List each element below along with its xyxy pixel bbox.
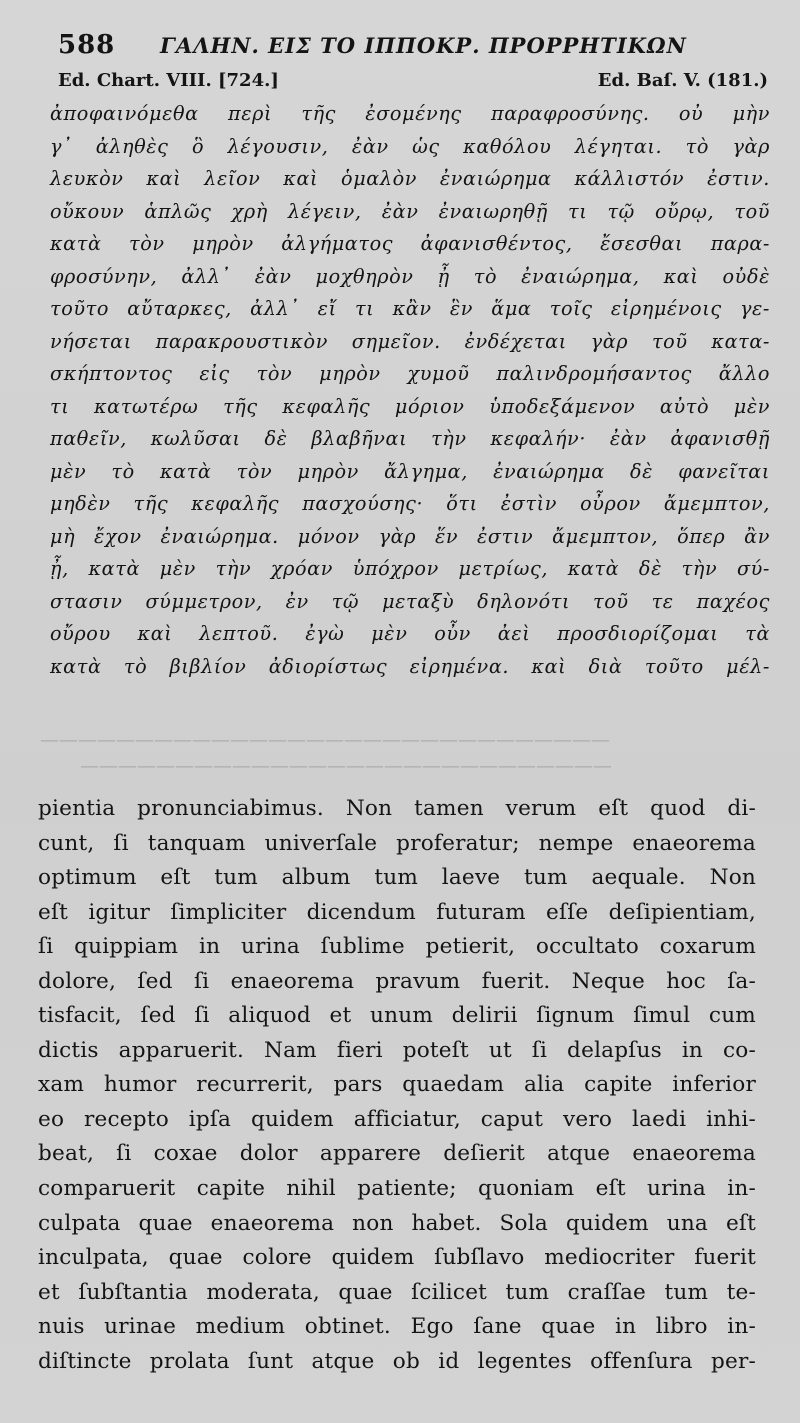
greek-line: οὔρου καὶ λεπτοῦ. ἐγὼ μὲν οὖν ἀεὶ προσδιορίζομαι τὰ <box>50 622 770 645</box>
greek-line: φροσύνην, ἀλλ᾽ ἐὰν μοχθηρὸν ᾖ τὸ ἐναιώρημα, καὶ οὐδὲ <box>50 264 770 288</box>
latin-line: tisfacit, ſed ſi aliquod et unum delirii ſignum ſimul cum <box>38 1003 756 1029</box>
latin-line: diſtincte prolata ſunt atque ob id legentes offenſura per- <box>38 1348 756 1374</box>
page-header <box>50 30 765 64</box>
greek-line: μὲν τὸ κατὰ τὸν μηρὸν ἄλγημα, ἐναιώρημα δὲ φανεῖται <box>50 459 770 483</box>
edition-chartier: Ed. Chart. VIII. [724.] <box>58 70 279 91</box>
greek-line: τοῦτο αὔταρκες, ἀλλ᾽ εἴ τι κἂν ἓν ἅμα τοῖς εἰρημένοις γε- <box>50 297 770 320</box>
latin-line: culpata quae enaeorema non habet. Sola quidem una eſt <box>38 1210 756 1236</box>
greek-line: κατὰ τὸν μηρὸν ἀλγήματος ἀφανισθέντος, ἔσεσθαι παρα- <box>50 232 770 255</box>
latin-line: dolore, ſed ſi enaeorema pravum fuerit. Neque hoc ſa- <box>38 968 756 994</box>
greek-text-block <box>50 98 770 683</box>
greek-line: τι κατωτέρω τῆς κεφαλῆς μόριον ὑποδεξάμενον αὐτὸ μὲν <box>50 394 770 418</box>
greek-line: παθεῖν, κωλῦσαι δὲ βλαβῆναι τὴν κεφαλήν· ἐὰν ἀφανισθῇ <box>50 427 770 450</box>
greek-line: νήσεται παρακρουστικὸν σημεῖον. ἐνδέχεται γὰρ τοῦ κατα- <box>50 329 770 353</box>
page-number: 588 <box>58 30 116 60</box>
greek-line: ἀποφαινόμεθα περὶ τῆς ἐσομένης παραφροσύνης. οὐ μὴν <box>50 102 770 125</box>
edition-reference-line <box>50 70 768 96</box>
latin-line: pientia pronunciabimus. Non tamen verum eſt quod di- <box>38 796 756 821</box>
latin-line: xam humor recurrerit, pars quaedam alia capite inferior <box>38 1072 756 1098</box>
latin-line: comparuerit capite nihil patiente; quoniam eſt urina in- <box>38 1176 756 1202</box>
latin-line: inculpata, quae colore quidem ſubſlavo mediocriter fuerit <box>38 1245 756 1271</box>
latin-line: dictis apparuerit. Nam fieri poteſt ut ſi delapſus in co- <box>38 1037 756 1063</box>
latin-line: ſi quippiam in urina ſublime petierit, occultato coxarum <box>38 934 756 960</box>
greek-line: μὴ ἔχον ἐναιώρημα. μόνον γὰρ ἕν ἐστιν ἄμεμπτον, ὅπερ ἂν <box>50 524 770 548</box>
latin-line: eo recepto ipſa quidem afficiatur, caput vero laedi inhi- <box>38 1106 756 1132</box>
latin-line: beat, ſi coxae dolor apparere deſierit atque enaeorema <box>38 1141 756 1167</box>
latin-line: nuis urinae medium obtinet. Ego ſane quae in libro in- <box>38 1314 756 1340</box>
greek-line: σκήπτοντος εἰς τὸν μηρὸν χυμοῦ παλινδρομήσαντος ἄλλο <box>50 362 770 385</box>
edition-basel: Ed. Baſ. V. (181.) <box>597 70 768 91</box>
greek-line: στασιν σύμμετρον, ἐν τῷ μεταξὺ δηλονότι τοῦ τε παχέος <box>50 589 770 613</box>
latin-line: et ſubſtantia moderata, quae ſcilicet tum craſſae tum te- <box>38 1279 756 1305</box>
greek-line: γ᾽ ἀληθὲς ὃ λέγουσιν, ἐὰν ὡς καθόλου λέγηται. τὸ γὰρ <box>50 134 770 158</box>
greek-line: ᾖ, κατὰ μὲν τὴν χρόαν ὑπόχρον μετρίως, κατὰ δὲ τὴν σύ- <box>50 557 770 580</box>
running-title: ΓΑΛΗΝ. ΕΙΣ ΤΟ ΙΠΠΟΚΡ. ΠΡΟΡΡΗΤΙΚΩΝ <box>160 33 687 58</box>
show-through-ink: —————————————————————————————— ———————————————————————————— <box>40 729 612 777</box>
greek-line: κατὰ τὸ βιβλίον ἀδιορίστως εἰρημένα. καὶ διὰ τοῦτο μέλ- <box>50 654 770 678</box>
latin-line: cunt, ſi tanquam univerſale proferatur; nempe enaeorema <box>38 830 756 856</box>
greek-line: οὔκουν ἁπλῶς χρὴ λέγειν, ἐὰν ἐναιωρηθῇ τι τῷ οὔρῳ, τοῦ <box>50 199 770 223</box>
latin-line: optimum eſt tum album tum laeve tum aequale. Non <box>38 865 756 891</box>
greek-line: μηδὲν τῆς κεφαλῆς πασχούσης· ὅτι ἐστὶν οὖρον ἄμεμπτον, <box>50 492 770 515</box>
greek-line: λευκὸν καὶ λεῖον καὶ ὁμαλὸν ἐναιώρημα κάλλιστόν ἐστιν. <box>50 167 770 190</box>
latin-text-block <box>38 792 756 1379</box>
latin-line: eſt igitur ſimpliciter dicendum futuram eſſe deſipientiam, <box>38 899 756 925</box>
